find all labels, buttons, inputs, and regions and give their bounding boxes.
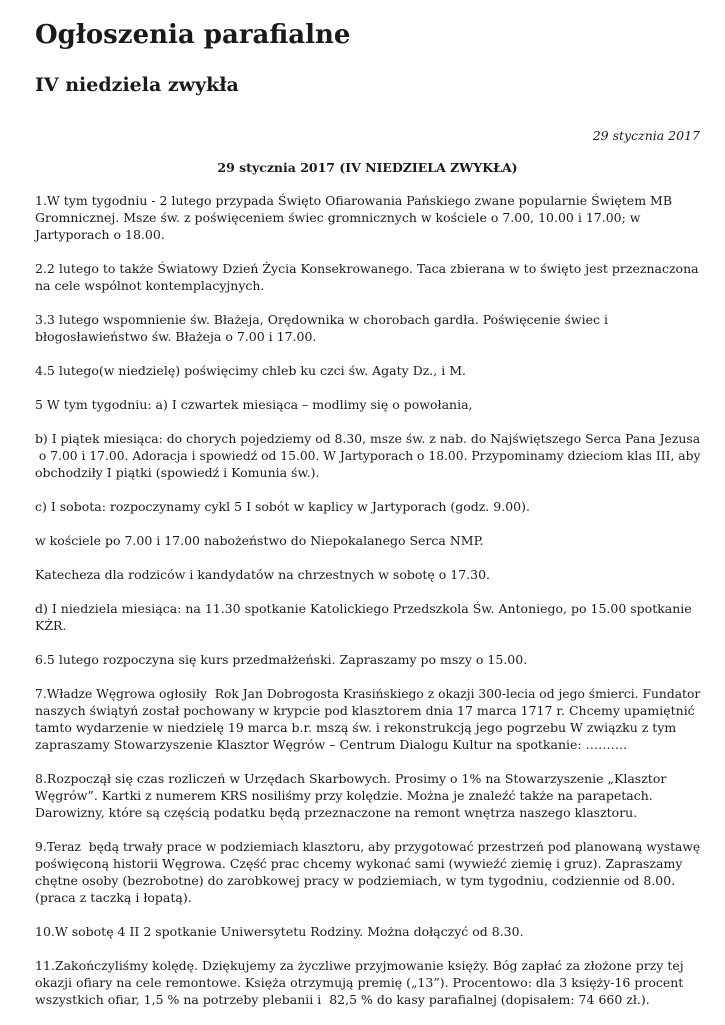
text-line: 10.W sobotę 4 II 2 spotkanie Uniwersytetu Rodziny. Można dołączyć od 8.30. (35, 924, 524, 939)
text-line: Gromnicznej. Msze św. z poświęceniem świec gromnicznych w kościele o 7.00, 10.00 i 17.00; w (35, 210, 641, 225)
text-line: b) I piątek miesiąca: do chorych pojedziemy od 8.30, msze św. z nab. do Najświętszego Serca Pana Jezusa (35, 431, 701, 446)
announcement-paragraph (35, 430, 700, 481)
text-line: poświęconą historii Węgrowa. Część prac chcemy wykonać sami (wywieźć ziemię i gruz). Zapraszamy (35, 856, 683, 871)
announcement-paragraph (35, 600, 700, 634)
text-line: naszych świątyń został pochowany w krypcie pod klasztorem dnia 17 marca 1717 r. Chcemy upamiętnić (35, 703, 695, 718)
announcement-paragraph (35, 311, 700, 345)
announcement-paragraph (35, 770, 700, 821)
text-line: 9.Teraz będą trwały prace w podziemiach klasztoru, aby przygotować przestrzeń pod planowaną wystawę (35, 839, 701, 854)
announcement-paragraph (35, 532, 700, 549)
text-line: 4.5 lutego(w niedzielę) poświęcimy chleb ku czci św. Agaty Dz., i M. (35, 363, 466, 378)
publication-date: 29 stycznia 2017 (592, 128, 700, 143)
text-line: KŻR. (35, 618, 67, 633)
announcement-paragraph (35, 260, 700, 294)
text-line: (praca z taczką i łopatą). (35, 890, 192, 905)
text-line: 7.Władze Węgrowa ogłosiły Rok Jan Dobrogosta Krasińskiego z okazji 300-lecia od jego śmierci. Fundator (35, 686, 701, 701)
text-line: 3.3 lutego wspomnienie św. Błażeja, Orędownika w chorobach gardła. Poświęcenie świec i (35, 312, 608, 327)
announcement-paragraph (35, 396, 700, 413)
text-line: 8.Rozpoczął się czas rozliczeń w Urzędach Skarbowych. Prosimy o 1% na Stowarzyszenie „Klasztor (35, 771, 667, 786)
announcement-paragraph (35, 685, 700, 753)
text-line: Katecheza dla rodziców i kandydatów na chrzestnych w sobotę o 17.30. (35, 567, 491, 582)
text-line: 11.Zakończyliśmy kolędę. Dziękujemy za życzliwe przyjmowanie księży. Bóg zapłać za złożone przy tej (35, 958, 684, 973)
announcement-paragraph (35, 651, 700, 668)
page-title: Ogłoszenia parafialne (35, 20, 351, 50)
announcement-paragraph (35, 838, 700, 906)
text-line: 2.2 lutego to także Światowy Dzień Życia Konsekrowanego. Taca zbierana w to święto jest przeznaczona (35, 261, 699, 276)
text-line: Węgrów”. Kartki z numerem KRS nosiliśmy przy kolędzie. Można je znaleźć także na parapetach. (35, 788, 653, 803)
text-line: 5 W tym tygodniu: a) I czwartek miesiąca – modlimy się o powołania, (35, 397, 473, 412)
announcement-paragraph (35, 566, 700, 583)
announcement-paragraph (35, 498, 700, 515)
text-line: błogosławieństwo św. Błażeja o 7.00 i 17.00. (35, 329, 317, 344)
text-line: zapraszamy Stowarzyszenie Klasztor Węgrów – Centrum Dialogu Kultur na spotkanie: ………. (35, 737, 628, 752)
text-line: o 7.00 i 17.00. Adoracja i spowiedź od 15.00. W Jartyporach o 18.00. Przypominamy dzieciom klas III, aby (35, 448, 701, 463)
text-line: w kościele po 7.00 i 17.00 nabożeństwo do Niepokalanego Serca NMP. (35, 533, 484, 548)
text-line: Darowizny, które są częścią podatku będą przeznaczone na remont wnętrza naszego klasztoru. (35, 805, 638, 820)
text-line: okazji ofiary na cele remontowe. Księża otrzymują premię („13”). Procentowo: dla 3 księży-16 procent (35, 975, 684, 990)
announcement-paragraph (35, 192, 700, 243)
text-line: na cele wspólnot kontemplacyjnych. (35, 278, 265, 293)
text-line: chętne osoby (bezrobotne) do zarobkowej pracy w podziemiach, w tym tygodniu, codziennie od 8.00. (35, 873, 676, 888)
text-line: Jartyporach o 18.00. (35, 227, 165, 242)
announcement-paragraph (35, 957, 700, 1008)
text-line: obchodziły I piątki (spowiedź i Komunia św.). (35, 465, 320, 480)
text-line: c) I sobota: rozpoczynamy cykl 5 I sobót w kaplicy w Jartyporach (godz. 9.00). (35, 499, 530, 514)
text-line: tamto wydarzenie w niedzielę 19 marca b.r. mszą św. i rekonstrukcją jego pogrzebu W związku z tym (35, 720, 677, 735)
announcements-body (35, 192, 700, 1025)
text-line: wszystkich ofiar, 1,5 % na potrzeby plebanii i 82,5 % do kasy parafialnej (dopisałem: 74 660 zł.). (35, 992, 650, 1007)
page-subtitle: IV niedziela zwykła (35, 74, 239, 96)
text-line: 1.W tym tygodniu - 2 lutego przypada Święto Ofiarowania Pańskiego zwane popularnie Świętem MB (35, 193, 672, 208)
announcement-paragraph (35, 923, 700, 940)
text-line: 6.5 lutego rozpoczyna się kurs przedmałżeński. Zapraszamy po mszy o 15.00. (35, 652, 528, 667)
text-line: d) I niedziela miesiąca: na 11.30 spotkanie Katolickiego Przedszkola Św. Antoniego, po 15.00 spotkanie (35, 601, 692, 616)
announcement-paragraph (35, 362, 700, 379)
announcements-heading: 29 stycznia 2017 (IV NIEDZIELA ZWYKŁA) (217, 160, 518, 175)
